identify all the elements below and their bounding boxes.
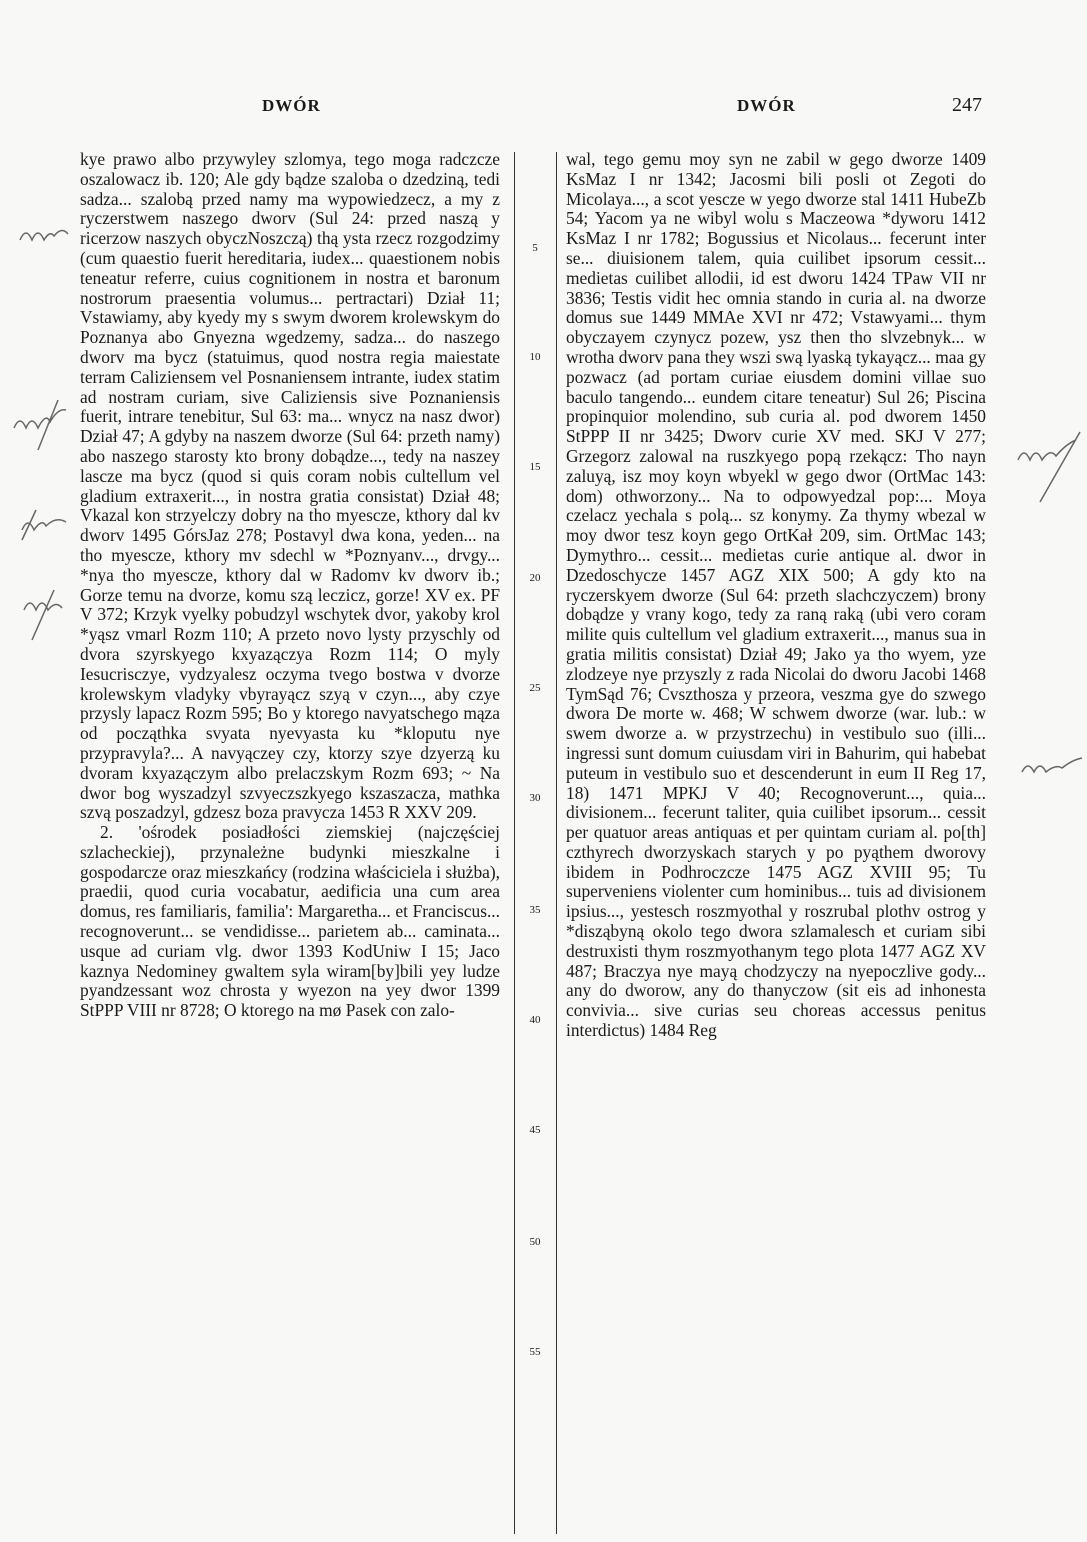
line-number: 50 — [529, 1236, 541, 1248]
margin-mark-5 — [1018, 432, 1080, 502]
line-number: 20 — [529, 572, 541, 584]
line-number: 40 — [529, 1014, 541, 1026]
line-number: 45 — [529, 1124, 541, 1136]
margin-mark-3 — [22, 510, 66, 540]
right-paragraph-1: wal, tego gemu moy syn ne zabil w gego dworze 1409 KsMaz I nr 1342; Jacosmi bili posli ot Zegoti do Micolaya..., a scot yescze w yego dworze stal 1411 HubeZb 54; Yacom ya ne wibyl wolu s Maczeowa *dyworu 1412 KsMaz I nr 1782; Bogussius et Nicolaus... fecerunt inter se... diuisionem talem, quia cuilibet ipsorum cessit... medietas cuilibet allodii, id est dworu 1424 TPaw VII nr 3836; Testis vidit hec omnia stando in curia al. na dworze domus sue 1449 MMAe XVI nr 472; Vstawyami... thym obyczayem czynycz pozew, ysz then tho slvzebnyk... w wrotha dworv pana they wszi swą lyaską tykayącz... maa gy pozwacz (ad portam curiae eiusdem domini villae suo baculo tangendo... eundem citare teneatur) Sul 26; Piscina propinquior molendino, sub curia al. pod dworem 1450 StPPP II nr 3425; Dworv curie XV med. SKJ V 277; Grzegorz zalowal na ruszkyego popą rzekącz: Tho nayn zaluyą, isz moy koyn wbyekl w gego dwor (OrtMac 143: dom) othworzony... Na to odpowyedzal pop:... Moya czelacz yechala s polą... sz konymy. Za thymy wbezal w moy dwor tesz koyn gego OrtKał 209, sim. OrtMac 143; Dymythro... cessit... medietas curie antique al. dwor in Dzedoschycze 1457 AGZ XIX 500; A gdy kto na ryczerskyem dworze (Sul 64: przeth slachczyczem) brony dobądze y vrany kogo, tedy za raną raką (ubi vero coram milite quis cultellum vel gladium extraxerit..., manus sua in gratia militis consistat) Dział 49; Jako ya tho wyem, yze zlodzeye nye przyszly z rada Nicolai do dworu Jacobi 1468 TymSąd 76; Cvszthosza y przeora, veszma gye do szwego dwora De morte w. 468; W schwem dworze (war. lub.: w swem dworze a. w przystrzechu) in vestibulo suo (illi... ingressi sunt domum cuiusdam viri in Bahurim, qui habebat puteum in vestibulo suo et descenderunt in eum II Reg 17, 18) 1471 MPKJ V 40; Recognoverunt..., quia... divisionem... fecerunt taliter, quia cuilibet ipsorum... cessit per quatuor areas antiquas et per quintam curiam al. po[th] czthyrech dworzyskach starych y po pyąthem dworovy ibidem in Podhroczcze 1475 AGZ XVIII 95; Tu superveniens violenter cum hominibus... tuis ad divisionem ipsius..., yestesch roszmyothal y roszrubal plothv ostrog y *disząbyną okolo tego dwora szlamalesch et curiam sibi destruxisti thym roszmyothanym tego plota 1477 AGZ XV 487; Braczya nye mayą chodzyczy na nyepoczlive gody... any do dworow, any do thanyczow (sit eis ad inhonesta convivia... sive curias seu choreas accessus penitus interdictus) 1484 Reg — [566, 149, 986, 1041]
line-number: 25 — [529, 682, 541, 694]
margin-mark-2 — [14, 400, 66, 450]
line-number: 5 — [532, 242, 538, 254]
margin-mark-1 — [20, 230, 68, 240]
margin-mark-4 — [24, 590, 62, 640]
line-number: 55 — [529, 1346, 541, 1358]
page-number: 247 — [952, 94, 982, 116]
left-paragraph-2: 2. 'ośrodek posiadłości ziemskiej (najczęściej szlacheckiej), przynależne budynki mieszkalne i gospodarcze oraz mieszkańcy (rodzina właściciela i służba), praedii, quod curia vocabatur, aedificia una cum area domus, res familiaris, familia': Margaretha... et Franciscus... recognoverunt... se vendidisse... parietem ab... caminata... usque ad curiam vlg. dwor 1393 KodUniw I 15; Jaco kaznya Nedominey gwaltem syla wiram[by]bili yey ludze pyandzessant woz chrosta y wyezon na yey dwor 1399 StPPP VIII nr 8728; O ktorego na mø Pasek con zalo- — [80, 822, 500, 1021]
line-number: 35 — [529, 904, 541, 916]
line-number: 15 — [529, 461, 541, 473]
left-paragraph-1: kye prawo albo przywyley szlomya, tego moga radczcze oszalowacz ib. 120; Ale gdy bądze szaloba o dzedziną, tedi sadza... szalobą przed namy ma wypowiedzecz, a my z ryczerstwem naszego dworv (Sul 24: przed naszą y ricerzow naszych obyczNoszczą) thą ysta rzecz rozgodzimy (cum quaestio fuerit hereditaria, iudex... quaestionem nobis teneatur referre, cuius cognitionem in nostra et baronum nostrorum praesentia volumus... pertractari) Dział 11; Vstawiamy, aby kyedy my s swym dworem krolewskym do Poznanya abo Gnyezna wgedzemy, sadza... do naszego dworv ma bycz (statuimus, quod nostra regia maiestate terram Caliziensem vel Posnaniensem intrante, iudex statim ad nostram curiam, sive Caliziensis sive Poznaniensis fuerit, intrare tenebitur, Sul 63: ma... wnycz na nasz dwor) Dział 47; A gdyby na naszem dworze (Sul 64: przeth namy) abo naszego starosty kto brony dobądze..., tedy na naszey lascze ma bycz (quod si quis coram nobis cultellum vel gladium extraxerit..., in nostra gratia consistat) Dział 48; Vkazal kon strzyelczy dobry na tho myescze, kthory dal kv dworv 1495 GórsJaz 278; Postavyl dwa kona, yeden... na tho myescze, kthory mv sdechl w *Poznyanv..., drvgy... *nya tho myescze, kthory dal w Radomv kv dworv ib.; Gorze temu na dvorze, komu szą leczicz, gorze! XV ex. PF V 372; Krzyk vyelky pobudzyl wschytek dvor, yakoby krol *yąsz vmarl Rozm 110; A przeto novo lysty przyschly od dvora szyrskyego kxyazączya Rozm 114; O myly Iesucrisczye, vydzyalesz oczyma tvego bostwa v dvorze krolewskym vladyky vbyrayącz szyą v czyn..., aby czye przysly lapacz Rozm 595; Bo y ktorego navyatschego mąza od począthka svyata nyevyasta ku *kloputu nye przypravyla?... A navyączey czy, ktorzy szye dzyerzą ku dvoram kxyazączym albo prelaczskym Rozm 693; ~ Na dwor bog wyszadzyl szvyeczszkyego kszaszacza, mathka szvą poszadzyl, gdzesz boza pravycza 1453 R XXV 209. — [80, 149, 500, 823]
running-head-right: DWÓR — [737, 96, 796, 115]
line-number: 30 — [529, 792, 541, 804]
running-head-left: DWÓR — [262, 96, 321, 115]
margin-mark-6 — [1022, 758, 1082, 772]
line-number: 10 — [529, 351, 541, 363]
